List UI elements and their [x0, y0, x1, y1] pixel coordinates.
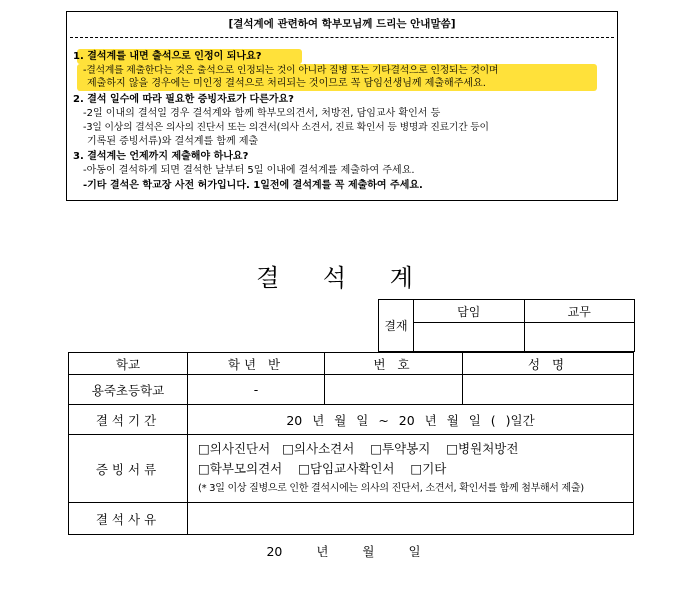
docs-row-1: [198, 439, 633, 459]
docs-field: [188, 435, 634, 503]
doc-option-parent-opinion[interactable]: □학부모의견서: [198, 460, 283, 476]
docs-label: 증빙서류: [69, 435, 188, 503]
approval-sign-homeroom[interactable]: [414, 323, 525, 352]
form-title: 결 석 계: [256, 264, 431, 292]
notice-divider: [70, 37, 614, 38]
doc-option-medicine-bag[interactable]: □투약봉지: [370, 440, 431, 456]
docs-note: (* 3일 이상 질병으로 인한 결석시에는 의사의 진단서, 소견서, 확인서를 함께 첨부해서 제출): [198, 482, 584, 494]
notice-a1-line1: -결석계를 제출한다는 것은 출석으로 인정되는 것이 아니라 질병 또는 기타결석으로 인정되는 것이며: [83, 65, 499, 76]
header-name: 성 명: [463, 353, 634, 375]
period-field[interactable]: 20 년 월 일 ~ 20 년 월 일 ( )일간: [188, 405, 634, 435]
doc-option-teacher-confirm[interactable]: □담임교사확인서: [298, 460, 395, 476]
absence-form-table: [68, 352, 634, 535]
period-label: 결석기간: [69, 405, 188, 435]
notice-title: [결석계에 관련하여 학부모님께 드리는 안내말씀]: [228, 18, 456, 30]
submission-date: 20 년 월 일: [266, 544, 421, 559]
approval-sign-academic[interactable]: [524, 323, 635, 352]
doc-option-doctor-opinion[interactable]: □의사소견서: [282, 440, 355, 456]
notice-q3: 3. 결석계는 언제까지 제출해야 하나요?: [73, 151, 249, 162]
school-value: 용죽초등학교: [69, 375, 188, 405]
notice-a2-line2: -3일 이상의 결석은 의사의 진단서 또는 의견서(의사 소견서, 진료 확인서 등 병명과 진료기간 등이: [83, 122, 489, 133]
notice-q2: 2. 결석 일수에 따라 필요한 증빙자료가 다른가요?: [73, 94, 294, 105]
notice-a3-line1: -아동이 결석하게 되면 결석한 날부터 5일 이내에 결석계를 제출하여 주세요.: [83, 165, 415, 176]
header-number: 번 호: [325, 353, 463, 375]
parent-notice-box: [66, 11, 618, 201]
notice-a1-line2: 제출하지 않을 경우에는 미인정 결석으로 처리되는 것이므로 꼭 담임선생님께 제출해주세요.: [87, 78, 486, 89]
number-field[interactable]: [325, 375, 463, 405]
header-school: 학교: [69, 353, 188, 375]
name-field[interactable]: [463, 375, 634, 405]
notice-a3-line2: -기타 결석은 학교장 사전 허가입니다. 1일전에 결석계를 꼭 제출하여 주세요.: [83, 180, 423, 191]
notice-q1: 1. 결석계를 내면 출석으로 인정이 되나요?: [73, 51, 262, 62]
grade-class-field[interactable]: -: [188, 375, 325, 405]
approval-header-homeroom: 담임: [414, 300, 525, 323]
reason-label: 결석사유: [69, 503, 188, 535]
doc-option-diagnosis[interactable]: □의사진단서: [198, 440, 271, 456]
doc-option-prescription[interactable]: □병원처방전: [446, 440, 519, 456]
reason-field[interactable]: [188, 503, 634, 535]
notice-a2-line3: 기록된 증빙서류)와 결석계를 함께 제출: [87, 136, 259, 147]
approval-header-academic: 교무: [524, 300, 635, 323]
approval-label: 결재: [379, 300, 414, 352]
approval-table: [378, 299, 635, 352]
notice-a2-line1: -2일 이내의 결석일 경우 결석계와 함께 학부모의견서, 처방전, 담임교사 확인서 등: [83, 108, 441, 119]
header-grade-class: 학년 반: [188, 353, 325, 375]
docs-row-2: [198, 459, 633, 479]
doc-option-other[interactable]: □기타: [410, 460, 447, 476]
